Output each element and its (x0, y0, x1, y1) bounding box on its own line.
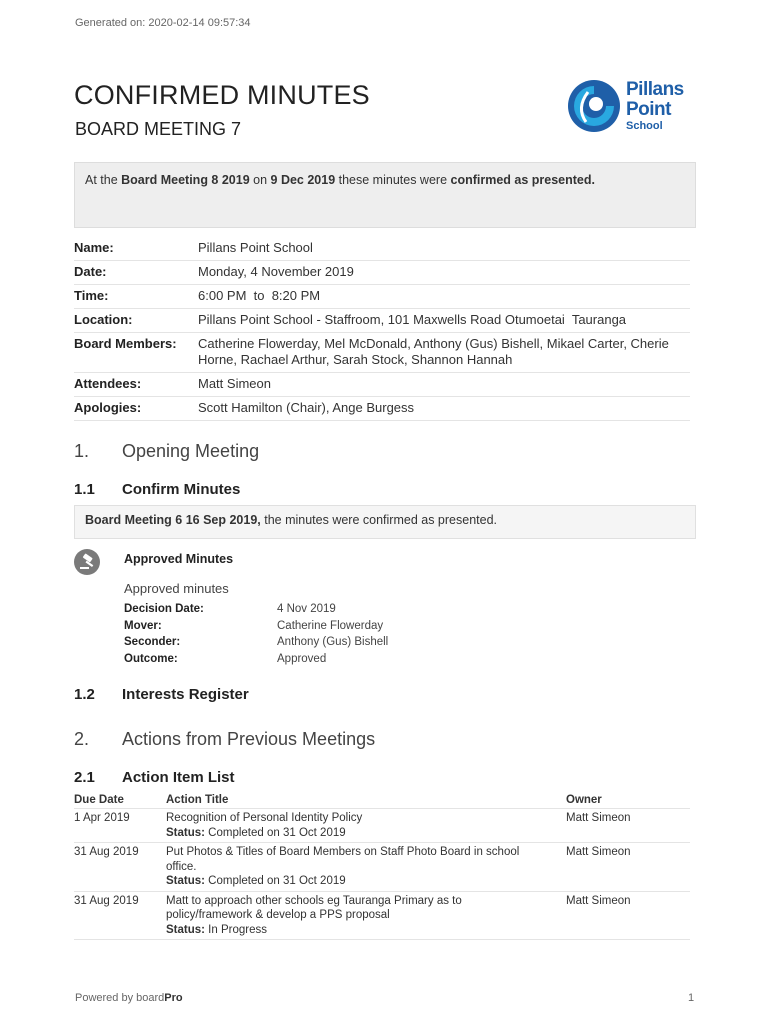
decision-description: Approved minutes (124, 581, 229, 596)
section-1-heading: 1. Opening Meeting (74, 441, 260, 461)
detail-row-apologies: Apologies: Scott Hamilton (Chair), Ange Burgess (74, 397, 690, 421)
section-1-2-heading: 1.2 Interests Register (74, 686, 249, 703)
section-2-heading: 2. Actions from Previous Meetings (74, 729, 376, 749)
decision-row-seconder: Seconder: Anthony (Gus) Bishell (124, 636, 389, 648)
decision-title: Approved Minutes (124, 552, 234, 566)
school-logo (566, 78, 696, 134)
minutes-note-box (74, 505, 696, 539)
table-row: 1 Apr 2019 Recognition of Personal Identity Policy Status: Completed on 31 Oct 2019 Matt Simeon (74, 809, 690, 843)
table-row: 31 Aug 2019 Put Photos & Titles of Board Members on Staff Photo Board in school office. Status: Completed on 31 Oct 2019 Matt Simeon (74, 843, 690, 892)
logo-text-school: School (626, 120, 663, 132)
action-item-table (74, 794, 690, 940)
confirmation-text: At the Board Meeting 8 2019 on 9 Dec 2019 these minutes were confirmed as presented. (85, 173, 595, 187)
table-row: 31 Aug 2019 Matt to approach other schools eg Tauranga Primary as to policy/framework & develop a PPS proposal Status: In Progress Matt Simeon (74, 892, 690, 941)
footer-powered-by: Powered by boardPro (75, 992, 183, 1004)
section-2-1-heading: 2.1 Action Item List (74, 769, 235, 786)
minutes-note-text: Board Meeting 6 16 Sep 2019, the minutes were confirmed as presented. (85, 513, 497, 527)
logo-text-pillans: Pillans (626, 79, 684, 100)
logo-swirl-icon (566, 78, 622, 134)
confirmation-box (74, 162, 696, 228)
detail-row-board-members: Board Members: Catherine Flowerday, Mel McDonald, Anthony (Gus) Bishell, Mikael Carter, Cherie Horne, Rachael Arthur, Sarah Stock, Shannon Hannah (74, 333, 690, 373)
detail-row-date: Date: Monday, 4 November 2019 (74, 261, 690, 285)
generated-timestamp: Generated on: 2020-02-14 09:57:34 (75, 17, 251, 29)
detail-row-name: Name: Pillans Point School (74, 237, 690, 261)
decision-row-mover: Mover: Catherine Flowerday (124, 619, 384, 632)
detail-row-attendees: Attendees: Matt Simeon (74, 373, 690, 397)
decision-row-date: Decision Date: 4 Nov 2019 (124, 603, 336, 615)
section-1-1-heading: 1.1 Confirm Minutes (74, 481, 241, 498)
decision-row-outcome: Outcome: Approved (124, 652, 327, 665)
logo-text-point: Point (626, 99, 671, 120)
detail-row-location: Location: Pillans Point School - Staffroom, 101 Maxwells Road Otumoetai Tauranga (74, 309, 690, 333)
gavel-icon (74, 549, 100, 575)
page-title: CONFIRMED MINUTES (74, 80, 370, 110)
detail-row-time: Time: 6:00 PM to 8:20 PM (74, 285, 690, 309)
meeting-details (74, 237, 690, 421)
page-number: 1 (688, 992, 695, 1004)
table-header: Due Date Action Title Owner (74, 794, 690, 809)
page-subtitle: BOARD MEETING 7 (75, 119, 242, 139)
decision-details (124, 601, 388, 667)
